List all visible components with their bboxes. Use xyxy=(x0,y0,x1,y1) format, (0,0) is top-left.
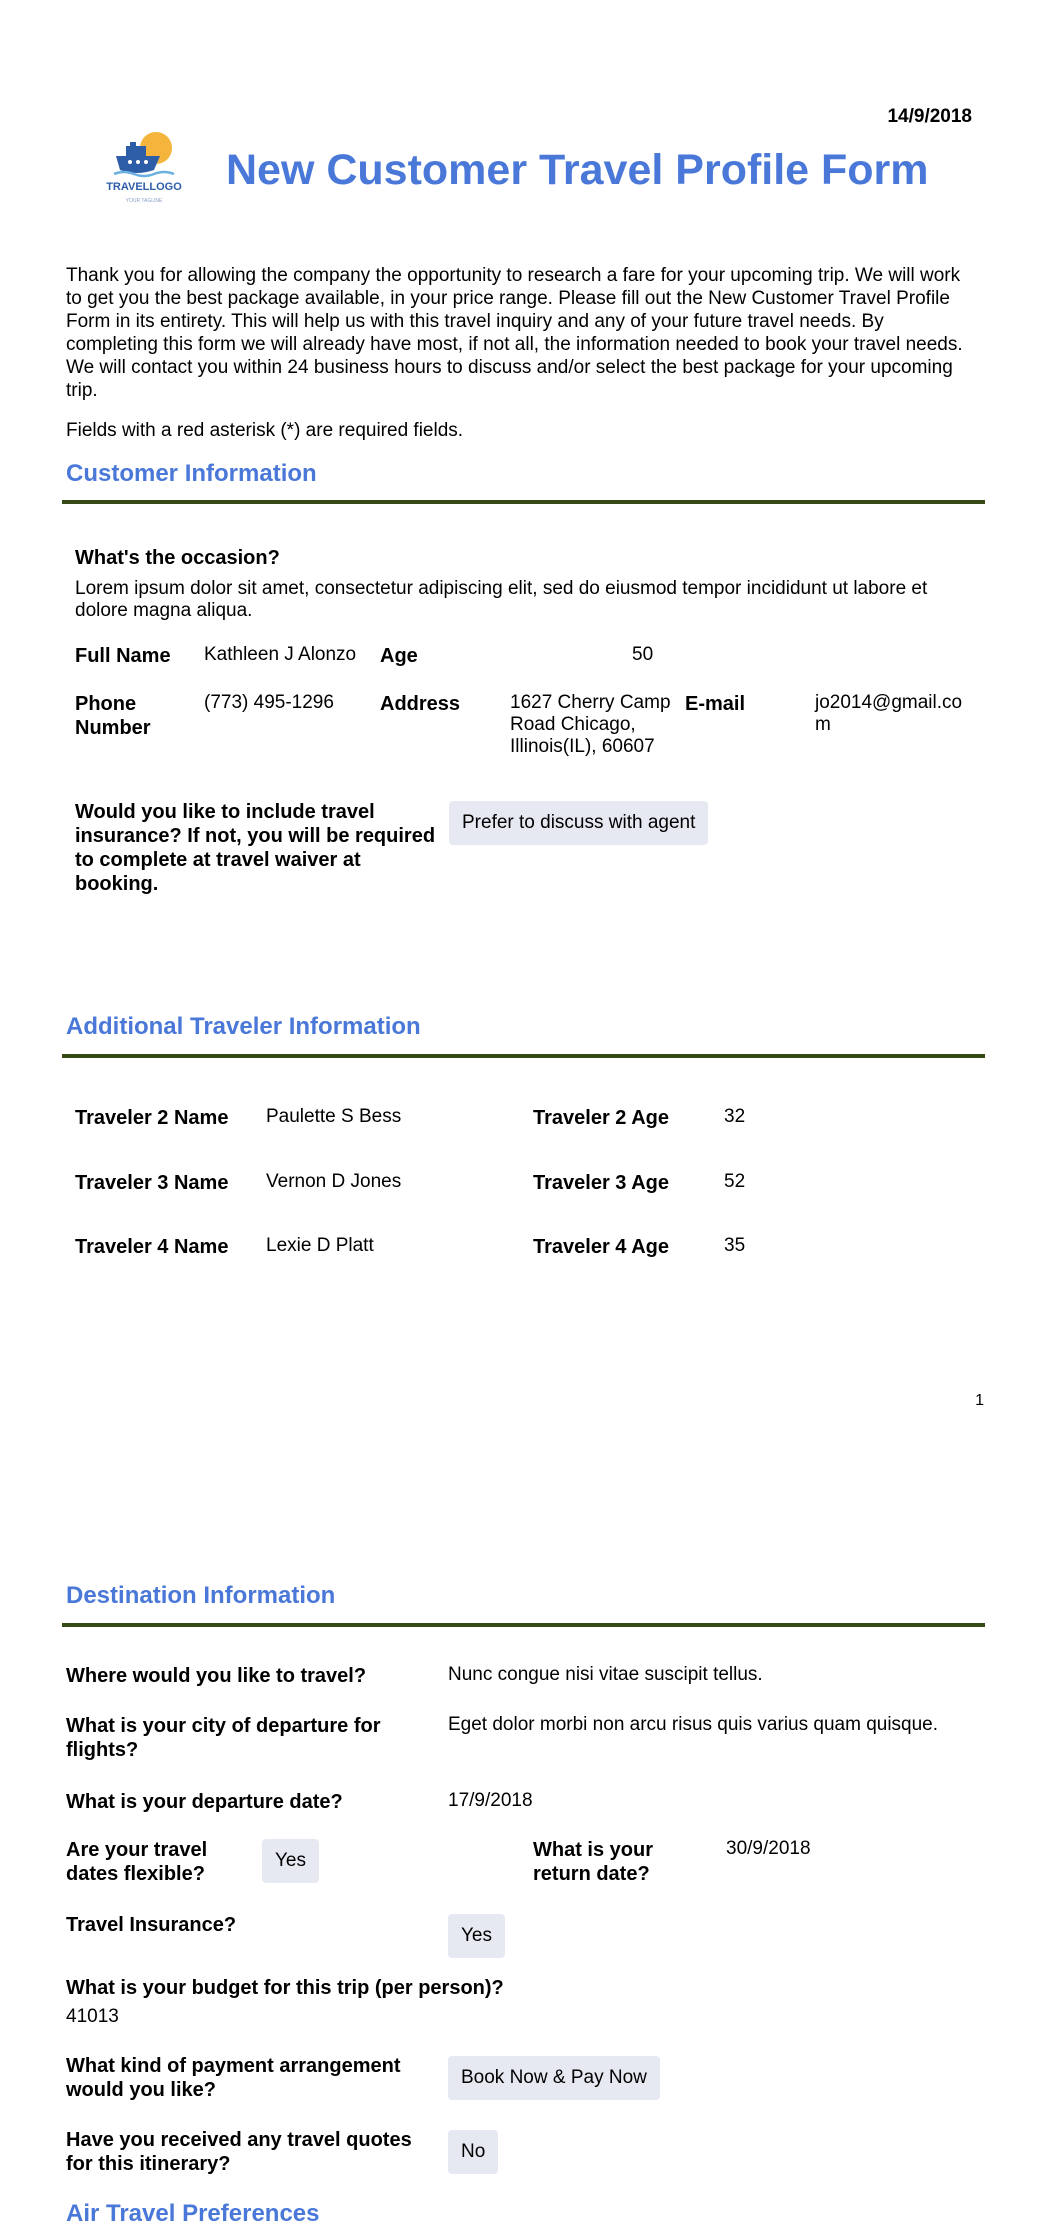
traveler-age-label: Traveler 4 Age xyxy=(533,1236,670,1258)
email-label: E-mail xyxy=(685,693,746,715)
destination-section-title: Destination Information xyxy=(66,1582,336,1609)
flexible-dates-chip[interactable]: Yes xyxy=(262,1839,319,1883)
page-title: New Customer Travel Profile Form xyxy=(226,146,929,194)
return-date-label: What is your return date? xyxy=(533,1839,654,1885)
page-number: 1 xyxy=(975,1392,984,1409)
traveler-age-value: 35 xyxy=(724,1235,746,1256)
traveler-name-label: Traveler 2 Name xyxy=(75,1107,229,1129)
required-note: Fields with a red asterisk (*) are required fields. xyxy=(66,420,464,441)
form-date: 14/9/2018 xyxy=(887,106,972,127)
quotes-label: Have you received any travel quotes for this itinerary? xyxy=(66,2129,412,2175)
section-divider xyxy=(62,1623,985,1627)
address-value: 1627 Cherry Camp Road Chicago, Illinois(IL), 60607 xyxy=(510,692,671,757)
travel-insurance-label: Travel Insurance? xyxy=(66,1914,237,1936)
destination-where-label: Where would you like to travel? xyxy=(66,1665,367,1687)
age-value: 50 xyxy=(632,644,654,665)
phone-label: Phone Number xyxy=(75,693,151,739)
insurance-question: Would you like to include travel insurance? If not, you will be required to complete at travel waiver at booking. xyxy=(75,801,436,895)
email-value: jo2014@gmail.com xyxy=(815,692,963,735)
traveler-age-label: Traveler 3 Age xyxy=(533,1172,670,1194)
traveler-name-label: Traveler 4 Name xyxy=(75,1236,229,1258)
return-date-value: 30/9/2018 xyxy=(726,1838,811,1859)
destination-where-value: Nunc congue nisi vitae suscipit tellus. xyxy=(448,1664,763,1685)
departure-city-value: Eget dolor morbi non arcu risus quis varius quam quisque. xyxy=(448,1714,939,1735)
traveler-name-value: Paulette S Bess xyxy=(266,1106,402,1127)
travel-logo xyxy=(100,128,188,208)
full-name-value: Kathleen J Alonzo xyxy=(204,644,357,665)
age-label: Age xyxy=(380,645,418,667)
address-label: Address xyxy=(380,693,461,715)
intro-paragraph: Thank you for allowing the company the opportunity to research a fare for your upcoming trip. We will work to get you the best package available, in your price range. Please fill out the New Customer Travel Profile Form in its entirety. This will help us with this travel inquiry and any of your future travel needs. By completing this form we will already have most, if not all, the information needed to book your travel needs. We will contact you within 24 business hours to discuss and/or select the best package for your upcoming trip. xyxy=(66,265,963,401)
additional-section-title: Additional Traveler Information xyxy=(66,1013,421,1040)
departure-date-value: 17/9/2018 xyxy=(448,1790,533,1811)
traveler-age-value: 52 xyxy=(724,1171,746,1192)
customer-section-title: Customer Information xyxy=(66,460,317,487)
occasion-text: Lorem ipsum dolor sit amet, consectetur adipiscing elit, sed do eiusmod tempor incididunt ut labore et dolore magna aliqua. xyxy=(75,578,928,621)
logo-tagline: YOUR TAGLINE xyxy=(125,198,163,204)
traveler-name-label: Traveler 3 Name xyxy=(75,1172,229,1194)
phone-value: (773) 495-1296 xyxy=(204,692,334,713)
quotes-chip[interactable]: No xyxy=(448,2130,498,2174)
payment-label: What kind of payment arrangement would you like? xyxy=(66,2055,401,2101)
traveler-age-label: Traveler 2 Age xyxy=(533,1107,670,1129)
air-travel-section-title: Air Travel Preferences xyxy=(66,2200,320,2227)
budget-value: 41013 xyxy=(66,2006,119,2027)
traveler-age-value: 32 xyxy=(724,1106,746,1127)
occasion-label: What's the occasion? xyxy=(75,547,280,569)
flexible-dates-label: Are your travel dates flexible? xyxy=(66,1839,208,1885)
ship-icon xyxy=(100,128,188,208)
full-name-label: Full Name xyxy=(75,645,171,667)
traveler-name-value: Vernon D Jones xyxy=(266,1171,402,1192)
section-divider xyxy=(62,500,985,504)
travel-insurance-chip[interactable]: Yes xyxy=(448,1914,505,1958)
section-divider xyxy=(62,1054,985,1058)
logo-text: TRAVELLOGO xyxy=(106,181,182,193)
budget-label: What is your budget for this trip (per person)? xyxy=(66,1977,504,1999)
traveler-name-value: Lexie D Platt xyxy=(266,1235,374,1256)
insurance-answer-chip[interactable]: Prefer to discuss with agent xyxy=(449,801,708,845)
departure-city-label: What is your city of departure for flights? xyxy=(66,1715,381,1761)
departure-date-label: What is your departure date? xyxy=(66,1791,343,1813)
payment-chip[interactable]: Book Now & Pay Now xyxy=(448,2056,660,2100)
